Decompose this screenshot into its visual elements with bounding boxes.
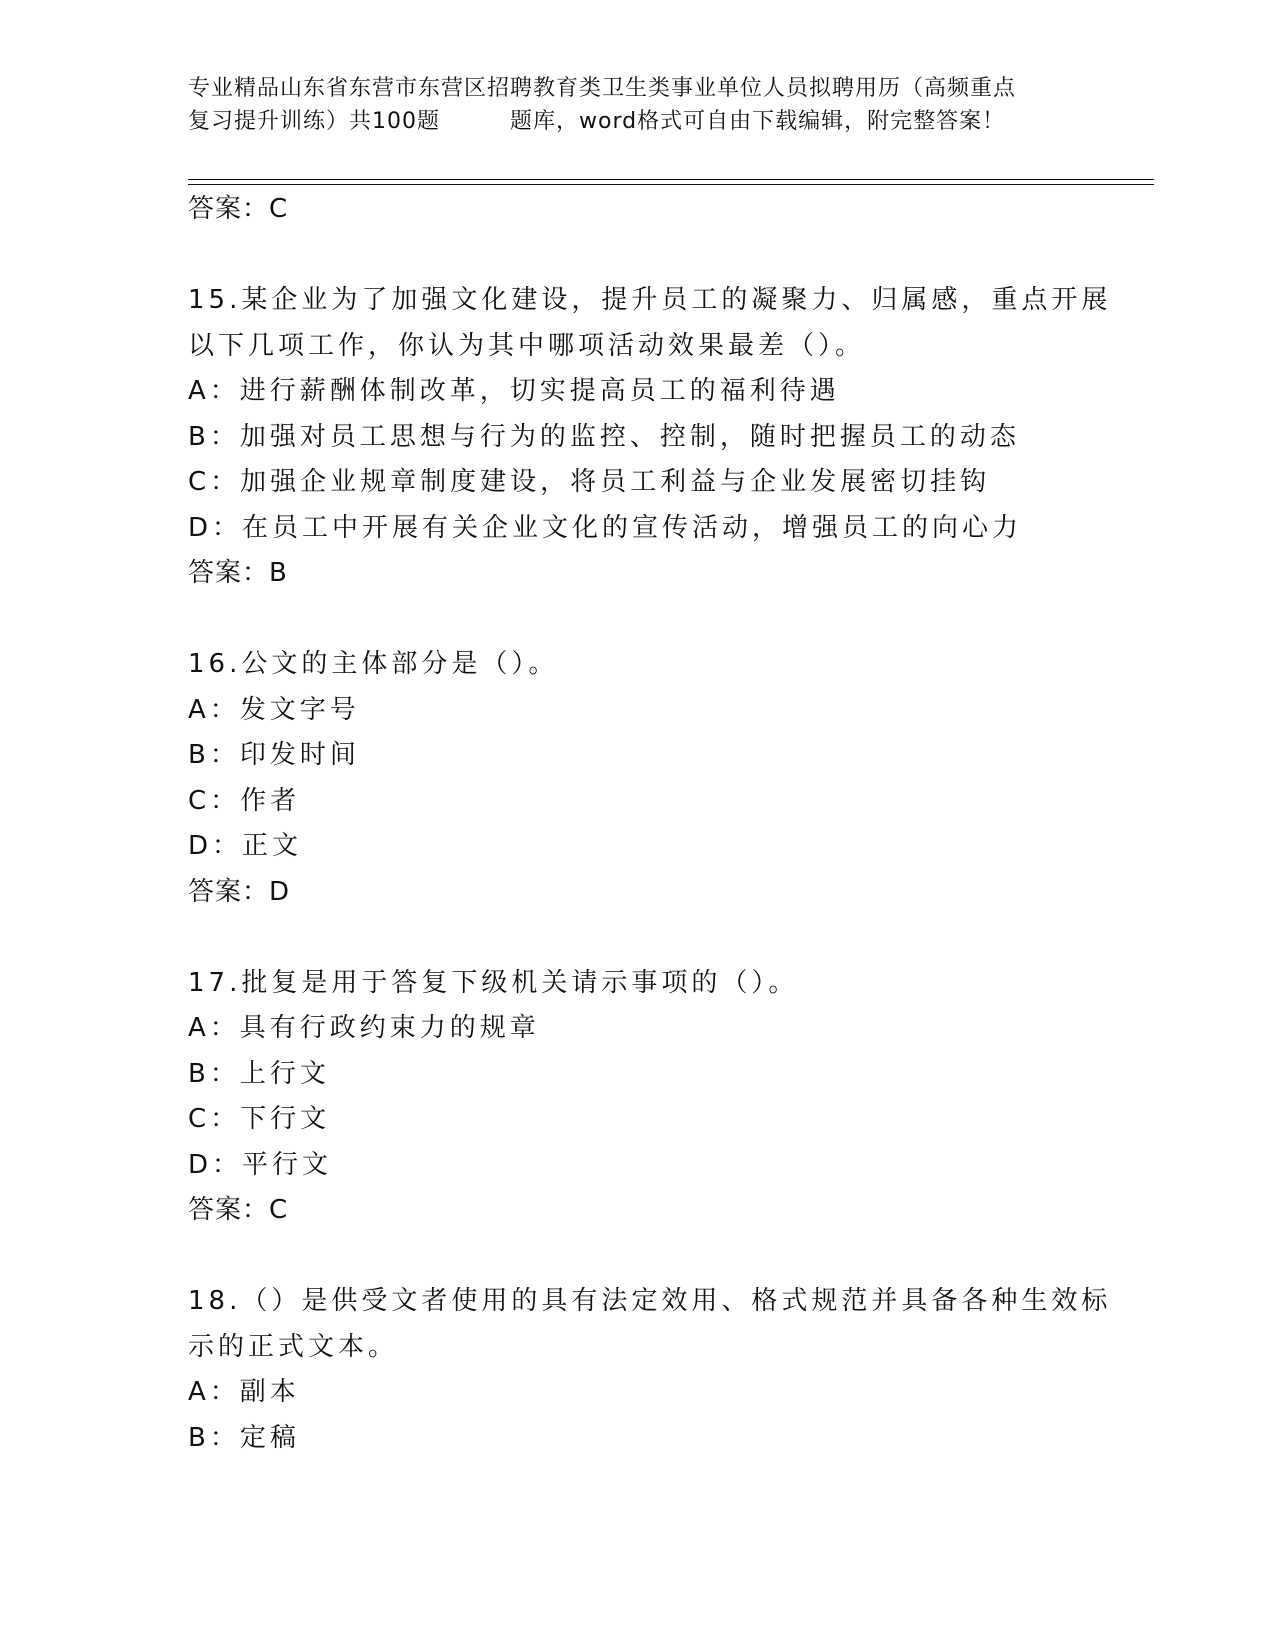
header-line-2	[188, 105, 1088, 138]
option-c: C：加强企业规章制度建设，将员工利益与企业发展密切挂钩	[188, 467, 991, 497]
header-line-2-right: 题库，word格式可自由下载编辑，附完整答案！	[510, 109, 1006, 134]
question-number: 16.	[188, 649, 242, 679]
previous-answer: 答案：C	[188, 194, 289, 224]
option-a: A：副本	[188, 1377, 300, 1407]
question-15	[188, 278, 1112, 597]
question-number: 17.	[188, 967, 242, 998]
answer: 答案：B	[188, 558, 288, 588]
answer: 答案：D	[188, 876, 291, 907]
question-text: 15.某企业为了加强文化建设，提升员工的凝聚力、归属感，重点开展	[188, 285, 1112, 315]
option-b: B：上行文	[188, 1058, 330, 1089]
option-c: C：作者	[188, 785, 301, 816]
option-a: A：具有行政约束力的规章	[188, 1013, 540, 1043]
header-rule-bottom	[188, 184, 1154, 185]
question-number: 15.	[188, 285, 242, 315]
option-d: D：平行文	[188, 1149, 333, 1180]
option-a: A：发文字号	[188, 694, 360, 725]
option-c: C：下行文	[188, 1104, 331, 1134]
question-text: 示的正式文本。	[188, 1331, 399, 1362]
question-text: 以下几项工作，你认为其中哪项活动效果最差（）。	[188, 330, 866, 361]
option-d: D：正文	[188, 831, 303, 861]
question-number: 18.	[188, 1286, 242, 1316]
answer: 答案：C	[188, 1195, 289, 1225]
option-a: A：进行薪酬体制改革，切实提高员工的福利待遇	[188, 376, 840, 406]
option-b: B：印发时间	[188, 740, 360, 770]
question-18	[188, 1279, 1112, 1461]
header-rule-top	[188, 179, 1154, 180]
header-line-2-left: 复习提升训练）共100题	[188, 109, 440, 134]
header-line-1: 专业精品山东省东营市东营区招聘教育类卫生类事业单位人员拟聘用历（高频重点	[188, 76, 1017, 101]
option-b: B：加强对员工思想与行为的监控、控制，随时把握员工的动态	[188, 421, 1020, 452]
option-d: D：在员工中开展有关企业文化的宣传活动，增强员工的向心力	[188, 512, 1023, 543]
question-16	[188, 642, 1088, 915]
question-17	[188, 961, 1088, 1234]
question-text: 17.批复是用于答复下级机关请示事项的（）。	[188, 967, 799, 998]
page-header	[188, 72, 1088, 138]
question-text: 16.公文的主体部分是（）。	[188, 649, 559, 679]
question-text: 18.（）是供受文者使用的具有法定效用、格式规范并具备各种生效标	[188, 1286, 1112, 1316]
option-b: B：定稿	[188, 1422, 300, 1453]
question-list	[188, 187, 1112, 1461]
